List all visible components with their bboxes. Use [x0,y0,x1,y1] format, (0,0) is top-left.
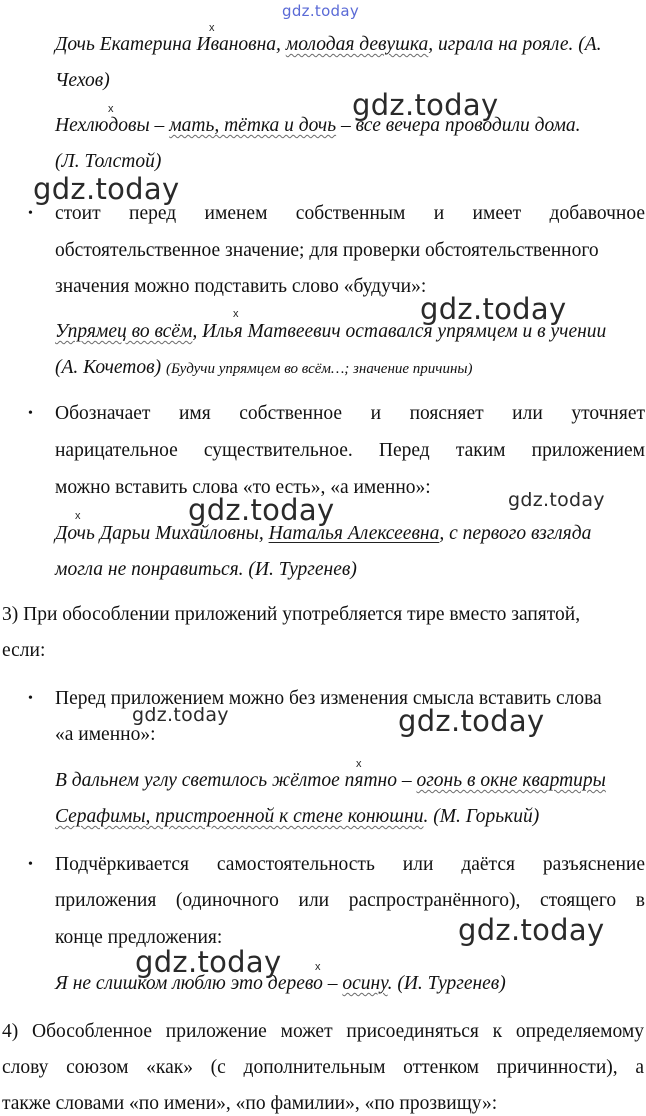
appositive: мать, тётка и дочь [169,115,337,136]
example-line: Я не слишком люблю это дерево – осину. (И. Тургенев) [55,973,506,994]
rule-text: Обозначает имя собственное и поясняет или уточняет [55,403,645,424]
appositive: Наталья Алексеевна [268,523,440,544]
watermark: gdz.today [508,489,605,511]
watermark: gdz.today [33,172,180,206]
section-heading: 3) При обособлении приложений употребляется тире вместо запятой, [2,604,581,625]
example-line: Чехов) [55,70,110,91]
appositive: молодая девушка [285,34,429,55]
example-line: Дочь Дарьи Михайловны, Наталья Алексеевна, с первого взгляда [55,523,592,544]
rule-text: приложения (одиночного или распространённого), стоящего в [55,890,645,911]
bullet-icon: • [28,206,33,221]
watermark: gdz.today [458,913,605,947]
appositive: Серафимы, пристроенной к стене конюшни [55,806,424,827]
example-line: Нехлюдовы – мать, тётка и дочь – все вечера проводили дома. [55,115,581,136]
watermark-header: gdz.today [282,2,360,20]
rule-text: Подчёркивается самостоятельность или даётся разъяснение [55,854,645,875]
rule-text: конце предложения: [55,927,223,948]
watermark: gdz.today [135,945,282,979]
example-line: В дальнем углу светилось жёлтое пятно – огонь в окне квартиры [55,770,606,791]
section-heading: также словами «по имени», «по фамилии», «по прозвищу»: [2,1093,498,1114]
section-heading: если: [2,640,46,661]
marker-x: x [209,22,215,34]
marker-x: x [356,758,362,770]
watermark: gdz.today [352,88,499,122]
example-line: Серафимы, пристроенной к стене конюшни. (М. Горький) [55,806,540,827]
rule-text: стоит перед именем собственным и имеет добавочное [55,203,645,224]
appositive: огонь в окне квартиры [416,770,606,791]
example-line: (А. Кочетов) (Будучи упрямцем во всём…; значение причины) [55,357,473,378]
example-line: (Л. Толстой) [55,151,162,172]
watermark: gdz.today [132,704,229,726]
section-heading: 4) Обособленное приложение может присоединяться к определяемому [2,1021,644,1042]
section-heading: слову союзом «как» (с дополнительным оттенком причинности), а [2,1057,644,1078]
watermark: gdz.today [420,292,567,326]
appositive: осину [342,973,388,994]
rule-text: Перед приложением можно без изменения смысла вставить слова [55,688,602,709]
marker-x: x [108,103,114,115]
example-line: Дочь Екатерина Ивановна, молодая девушка, играла на рояле. (А. [55,34,602,55]
watermark: gdz.today [188,493,335,527]
appositive: Упрямец во всём [55,321,193,342]
example-line: могла не понравиться. (И. Тургенев) [55,559,357,580]
bullet-icon: • [28,406,33,421]
marker-x: x [233,308,239,320]
watermark: gdz.today [398,704,545,738]
rule-text: «а именно»: [55,724,156,745]
example-line: Упрямец во всём, Илья Матвеевич оставался упрямцем и в учении [55,321,607,342]
rule-text: нарицательное существительное. Перед таким приложением [55,440,645,461]
marker-x: x [315,961,321,973]
rule-text: значения можно подставить слово «будучи»: [55,276,427,297]
rule-text: обстоятельственное значение; для проверки обстоятельственного [55,240,599,261]
bullet-icon: • [28,857,33,872]
marker-x: x [75,510,81,522]
bullet-icon: • [28,691,33,706]
rule-text: можно вставить слова «то есть», «а именно»: [55,477,431,498]
